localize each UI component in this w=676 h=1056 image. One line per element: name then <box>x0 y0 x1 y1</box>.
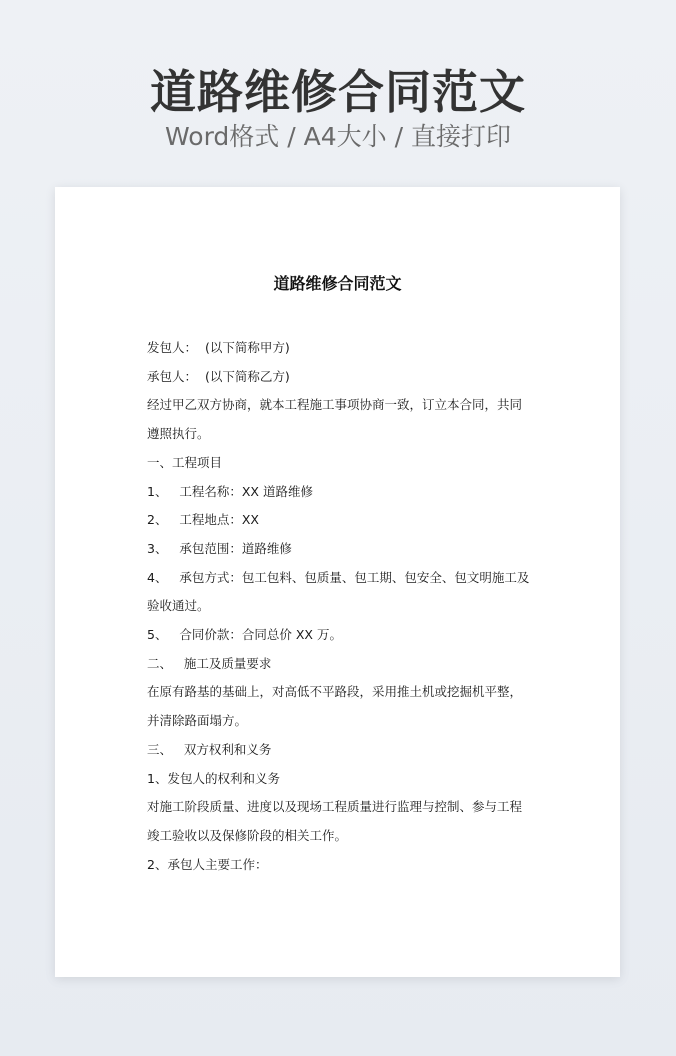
document-line: 验收通过。 <box>147 598 210 614</box>
document-body <box>147 334 537 879</box>
document-line: 3、 承包范围：道路维修 <box>147 540 292 556</box>
document-line: 遵照执行。 <box>147 426 210 442</box>
document-page <box>55 187 620 977</box>
document-line: 发包人： (以下简称甲方) <box>147 340 290 355</box>
document-line: 承包人： (以下简称乙方) <box>147 368 290 384</box>
banner-title: 道路维修合同范文 <box>150 65 526 119</box>
document-line: 1、 工程名称：XX 道路维修 <box>147 483 313 499</box>
document-line: 对施工阶段质量、进度以及现场工程质量进行监理与控制、参与工程 <box>147 799 523 815</box>
document-line: 经过甲乙双方协商，就本工程施工事项协商一致，订立本合同，共同 <box>147 397 523 413</box>
document-line: 在原有路基的基础上，对高低不平路段，采用推土机或挖掘机平整， <box>147 684 523 700</box>
document-line: 竣工验收以及保修阶段的相关工作。 <box>147 827 348 843</box>
document-line: 2、承包人主要工作： <box>147 856 268 872</box>
document-title: 道路维修合同范文 <box>273 274 402 293</box>
document-line: 一、工程项目 <box>147 454 223 470</box>
banner-subtitle: Word格式 / A4大小 / 直接打印 <box>165 122 511 151</box>
document-line: 5、 合同价款：合同总价 XX 万。 <box>147 627 342 643</box>
document-line: 并清除路面塌方。 <box>147 713 248 729</box>
document-line: 4、 承包方式：包工包料、包质量、包工期、包安全、包文明施工及 <box>147 569 530 585</box>
document-line: 三、 双方权利和义务 <box>147 741 272 757</box>
document-line: 二、 施工及质量要求 <box>147 655 272 671</box>
document-line: 1、发包人的权利和义务 <box>147 770 280 786</box>
document-line: 2、 工程地点：XX <box>147 512 259 528</box>
